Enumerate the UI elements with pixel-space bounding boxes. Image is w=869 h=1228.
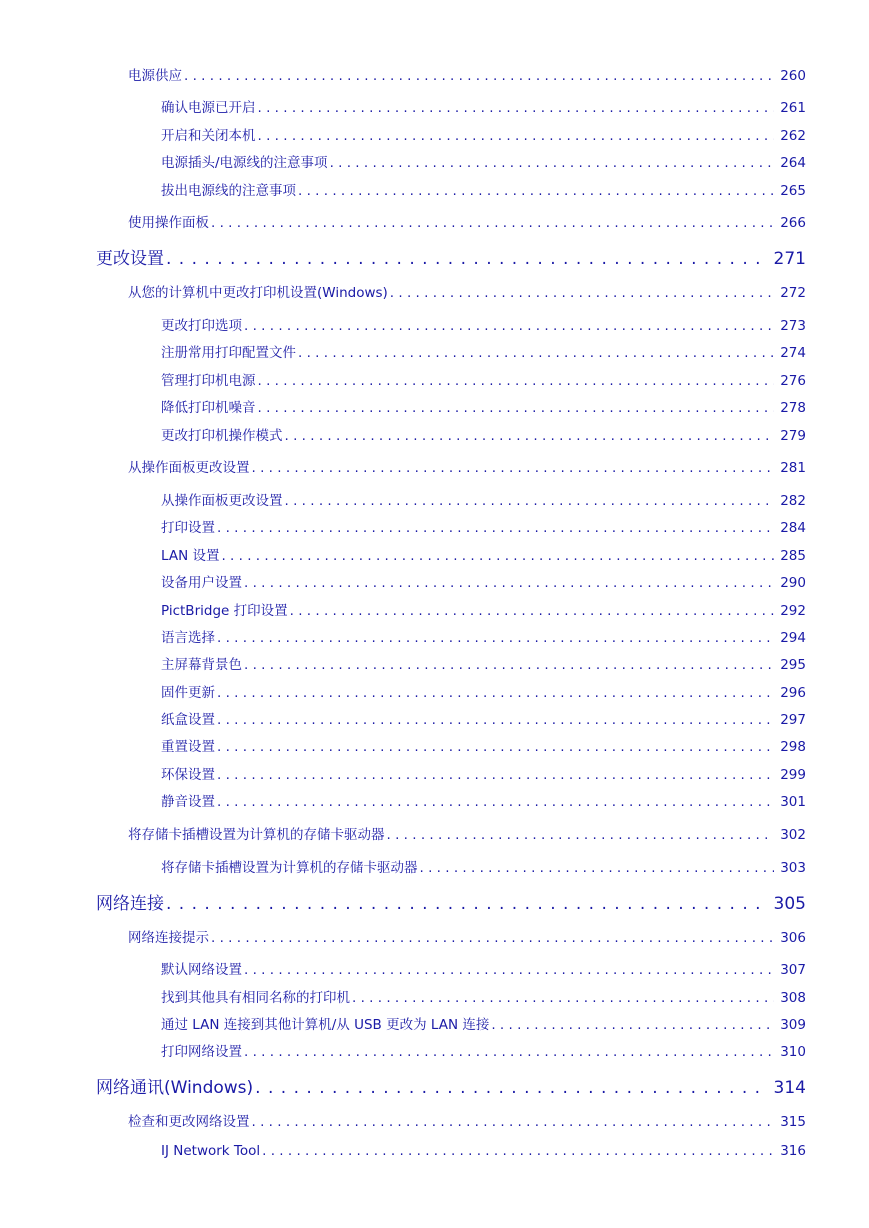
dot-leader (258, 128, 775, 144)
toc-entry-page: 303 (780, 860, 806, 876)
dot-leader (244, 657, 774, 673)
dot-leader (217, 685, 774, 701)
toc-entry-title: 检查和更改网络设置 (128, 1114, 250, 1130)
dot-leader (352, 990, 774, 1006)
toc-entry-page: 273 (780, 318, 806, 334)
dot-leader (211, 215, 774, 231)
toc-entry-title: 从操作面板更改设置 (161, 493, 283, 509)
dot-leader (298, 183, 774, 199)
toc-entry-title: 管理打印机电源 (161, 373, 256, 389)
toc-entry-page: 261 (780, 100, 806, 116)
dot-leader (244, 318, 774, 334)
toc-chapter[interactable] (96, 244, 806, 269)
toc-entry-page: 262 (780, 128, 806, 144)
toc-entry-title: 主屏幕背景色 (161, 657, 242, 673)
toc-entry[interactable] (128, 64, 806, 84)
toc-entry[interactable] (161, 396, 806, 416)
toc-entry-title: 电源插头/电源线的注意事项 (161, 155, 328, 171)
toc-entry-title: 注册常用打印配置文件 (161, 345, 296, 361)
toc-entry-title: PictBridge 打印设置 (161, 603, 288, 619)
toc-entry-title: 默认网络设置 (161, 962, 242, 978)
toc-entry-page: 308 (780, 990, 806, 1006)
toc-entry[interactable] (128, 823, 806, 843)
toc-entry[interactable] (161, 735, 806, 755)
toc-entry[interactable] (161, 96, 806, 116)
toc-entry[interactable] (161, 986, 806, 1006)
toc-entry-page: 274 (780, 345, 806, 361)
toc-entry-page: 276 (780, 373, 806, 389)
toc-entry-title: 从操作面板更改设置 (128, 460, 250, 476)
toc-entry[interactable] (161, 708, 806, 728)
toc-entry[interactable] (128, 926, 806, 946)
toc-entry-title: IJ Network Tool (161, 1143, 261, 1159)
dot-leader (244, 1044, 774, 1060)
toc-entry[interactable] (161, 571, 806, 591)
dot-leader (217, 794, 774, 810)
toc-entry-title: 开启和关闭本机 (161, 128, 256, 144)
toc-entry[interactable] (161, 179, 806, 199)
toc-entry[interactable] (128, 281, 806, 301)
toc-entry[interactable] (161, 763, 806, 783)
toc-entry-page: 271 (773, 249, 806, 269)
toc-entry-page: 309 (780, 1017, 806, 1033)
toc-entry[interactable] (128, 456, 806, 476)
toc-entry-page: 279 (780, 428, 806, 444)
toc-entry-title: 确认电源已开启 (161, 100, 256, 116)
toc-entry-page: 314 (773, 1078, 806, 1098)
toc-entry[interactable] (161, 653, 806, 673)
toc-entry-page: 306 (780, 930, 806, 946)
toc-entry-title: 将存储卡插槽设置为计算机的存储卡驱动器 (128, 827, 385, 843)
toc-entry-page: 284 (780, 520, 806, 536)
toc-entry-page: 315 (780, 1114, 806, 1130)
toc-entry[interactable] (161, 124, 806, 144)
toc-entry-page: 295 (780, 657, 806, 673)
toc-entry[interactable] (161, 856, 806, 876)
dot-leader (244, 575, 774, 591)
toc-entry-page: 281 (780, 460, 806, 476)
dot-leader (166, 894, 768, 914)
toc-entry-page: 301 (780, 794, 806, 810)
toc-entry-page: 264 (780, 155, 806, 171)
dot-leader (244, 962, 774, 978)
dot-leader (258, 373, 775, 389)
dot-leader (262, 1143, 774, 1159)
toc-entry[interactable] (161, 151, 806, 171)
toc-entry[interactable] (161, 369, 806, 389)
dot-leader (491, 1017, 774, 1033)
toc-entry-page: 305 (773, 894, 806, 914)
toc-entry-title: 使用操作面板 (128, 215, 209, 231)
dot-leader (217, 712, 774, 728)
dot-leader (290, 603, 775, 619)
toc-entry[interactable] (161, 1143, 806, 1159)
toc-entry[interactable] (161, 599, 806, 619)
toc-entry-title: 更改设置 (96, 249, 164, 269)
toc-entry-title: 将存储卡插槽设置为计算机的存储卡驱动器 (161, 860, 418, 876)
toc-entry-page: 298 (780, 739, 806, 755)
toc-entry-title: 更改打印选项 (161, 318, 242, 334)
toc-entry-page: 294 (780, 630, 806, 646)
toc-entry-page: 285 (780, 548, 806, 564)
toc-entry-page: 290 (780, 575, 806, 591)
toc-entry-title: 静音设置 (161, 794, 215, 810)
toc-entry-page: 265 (780, 183, 806, 199)
toc-entry[interactable] (161, 790, 806, 810)
toc-entry-page: 272 (780, 285, 806, 301)
toc-entry-title: 更改打印机操作模式 (161, 428, 283, 444)
dot-leader (252, 460, 775, 476)
toc-entry[interactable] (161, 1013, 806, 1033)
toc-entry-title: 语言选择 (161, 630, 215, 646)
dot-leader (217, 630, 774, 646)
dot-leader (390, 285, 774, 301)
toc-entry[interactable] (161, 424, 806, 444)
toc-entry[interactable] (161, 314, 806, 334)
toc-entry-title: 网络连接 (96, 894, 164, 914)
toc-entry-title: 重置设置 (161, 739, 215, 755)
dot-leader (217, 739, 774, 755)
dot-leader (217, 767, 774, 783)
toc-entry[interactable] (161, 516, 806, 536)
toc-entry-title: 纸盒设置 (161, 712, 215, 728)
toc-entry-title: 网络通讯(Windows) (96, 1078, 254, 1098)
dot-leader (252, 1114, 775, 1130)
toc-entry-page: 316 (780, 1143, 806, 1159)
dot-leader (285, 493, 775, 509)
toc-entry[interactable] (161, 489, 806, 509)
toc-entry[interactable] (161, 1040, 806, 1060)
toc-entry-title: 设备用户设置 (161, 575, 242, 591)
toc-entry-title: 降低打印机噪音 (161, 400, 256, 416)
toc-entry[interactable] (128, 1110, 806, 1130)
toc-entry[interactable] (161, 544, 806, 564)
dot-leader (258, 400, 775, 416)
dot-leader (420, 860, 775, 876)
toc-entry[interactable] (161, 341, 806, 361)
dot-leader (184, 68, 774, 84)
toc-entry-title: 固件更新 (161, 685, 215, 701)
toc-entry-title: 打印网络设置 (161, 1044, 242, 1060)
toc-entry-title: 环保设置 (161, 767, 215, 783)
dot-leader (166, 249, 768, 269)
toc-entry[interactable] (161, 681, 806, 701)
dot-leader (298, 345, 774, 361)
toc-entry-title: 找到其他具有相同名称的打印机 (161, 990, 350, 1006)
toc-entry-page: 282 (780, 493, 806, 509)
toc-entry[interactable] (161, 626, 806, 646)
dot-leader (221, 548, 774, 564)
toc-entry-title: 从您的计算机中更改打印机设置(Windows) (128, 285, 388, 301)
toc-entry-page: 278 (780, 400, 806, 416)
toc-entry-page: 310 (780, 1044, 806, 1060)
toc-entry-page: 266 (780, 215, 806, 231)
toc-entry-title: 拔出电源线的注意事项 (161, 183, 296, 199)
toc-entry[interactable] (161, 958, 806, 978)
toc-entry-title: 通过 LAN 连接到其他计算机/从 USB 更改为 LAN 连接 (161, 1017, 490, 1033)
toc-entry-title: 网络连接提示 (128, 930, 209, 946)
toc-entry-title: 电源供应 (128, 68, 182, 84)
toc-entry-page: 296 (780, 685, 806, 701)
toc-entry[interactable] (128, 211, 806, 231)
toc-entry-page: 292 (780, 603, 806, 619)
toc-entry-page: 297 (780, 712, 806, 728)
toc-entry-page: 302 (780, 827, 806, 843)
toc-entry-title: LAN 设置 (161, 548, 220, 564)
dot-leader (258, 100, 775, 116)
dot-leader (255, 1078, 767, 1098)
dot-leader (285, 428, 775, 444)
dot-leader (330, 155, 775, 171)
dot-leader (211, 930, 774, 946)
dot-leader (217, 520, 774, 536)
toc-chapter[interactable] (96, 1073, 806, 1098)
toc-entry-page: 260 (780, 68, 806, 84)
toc-entry-page: 307 (780, 962, 806, 978)
dot-leader (387, 827, 775, 843)
toc-entry-page: 299 (780, 767, 806, 783)
toc-entry-title: 打印设置 (161, 520, 215, 536)
toc-chapter[interactable] (96, 889, 806, 914)
